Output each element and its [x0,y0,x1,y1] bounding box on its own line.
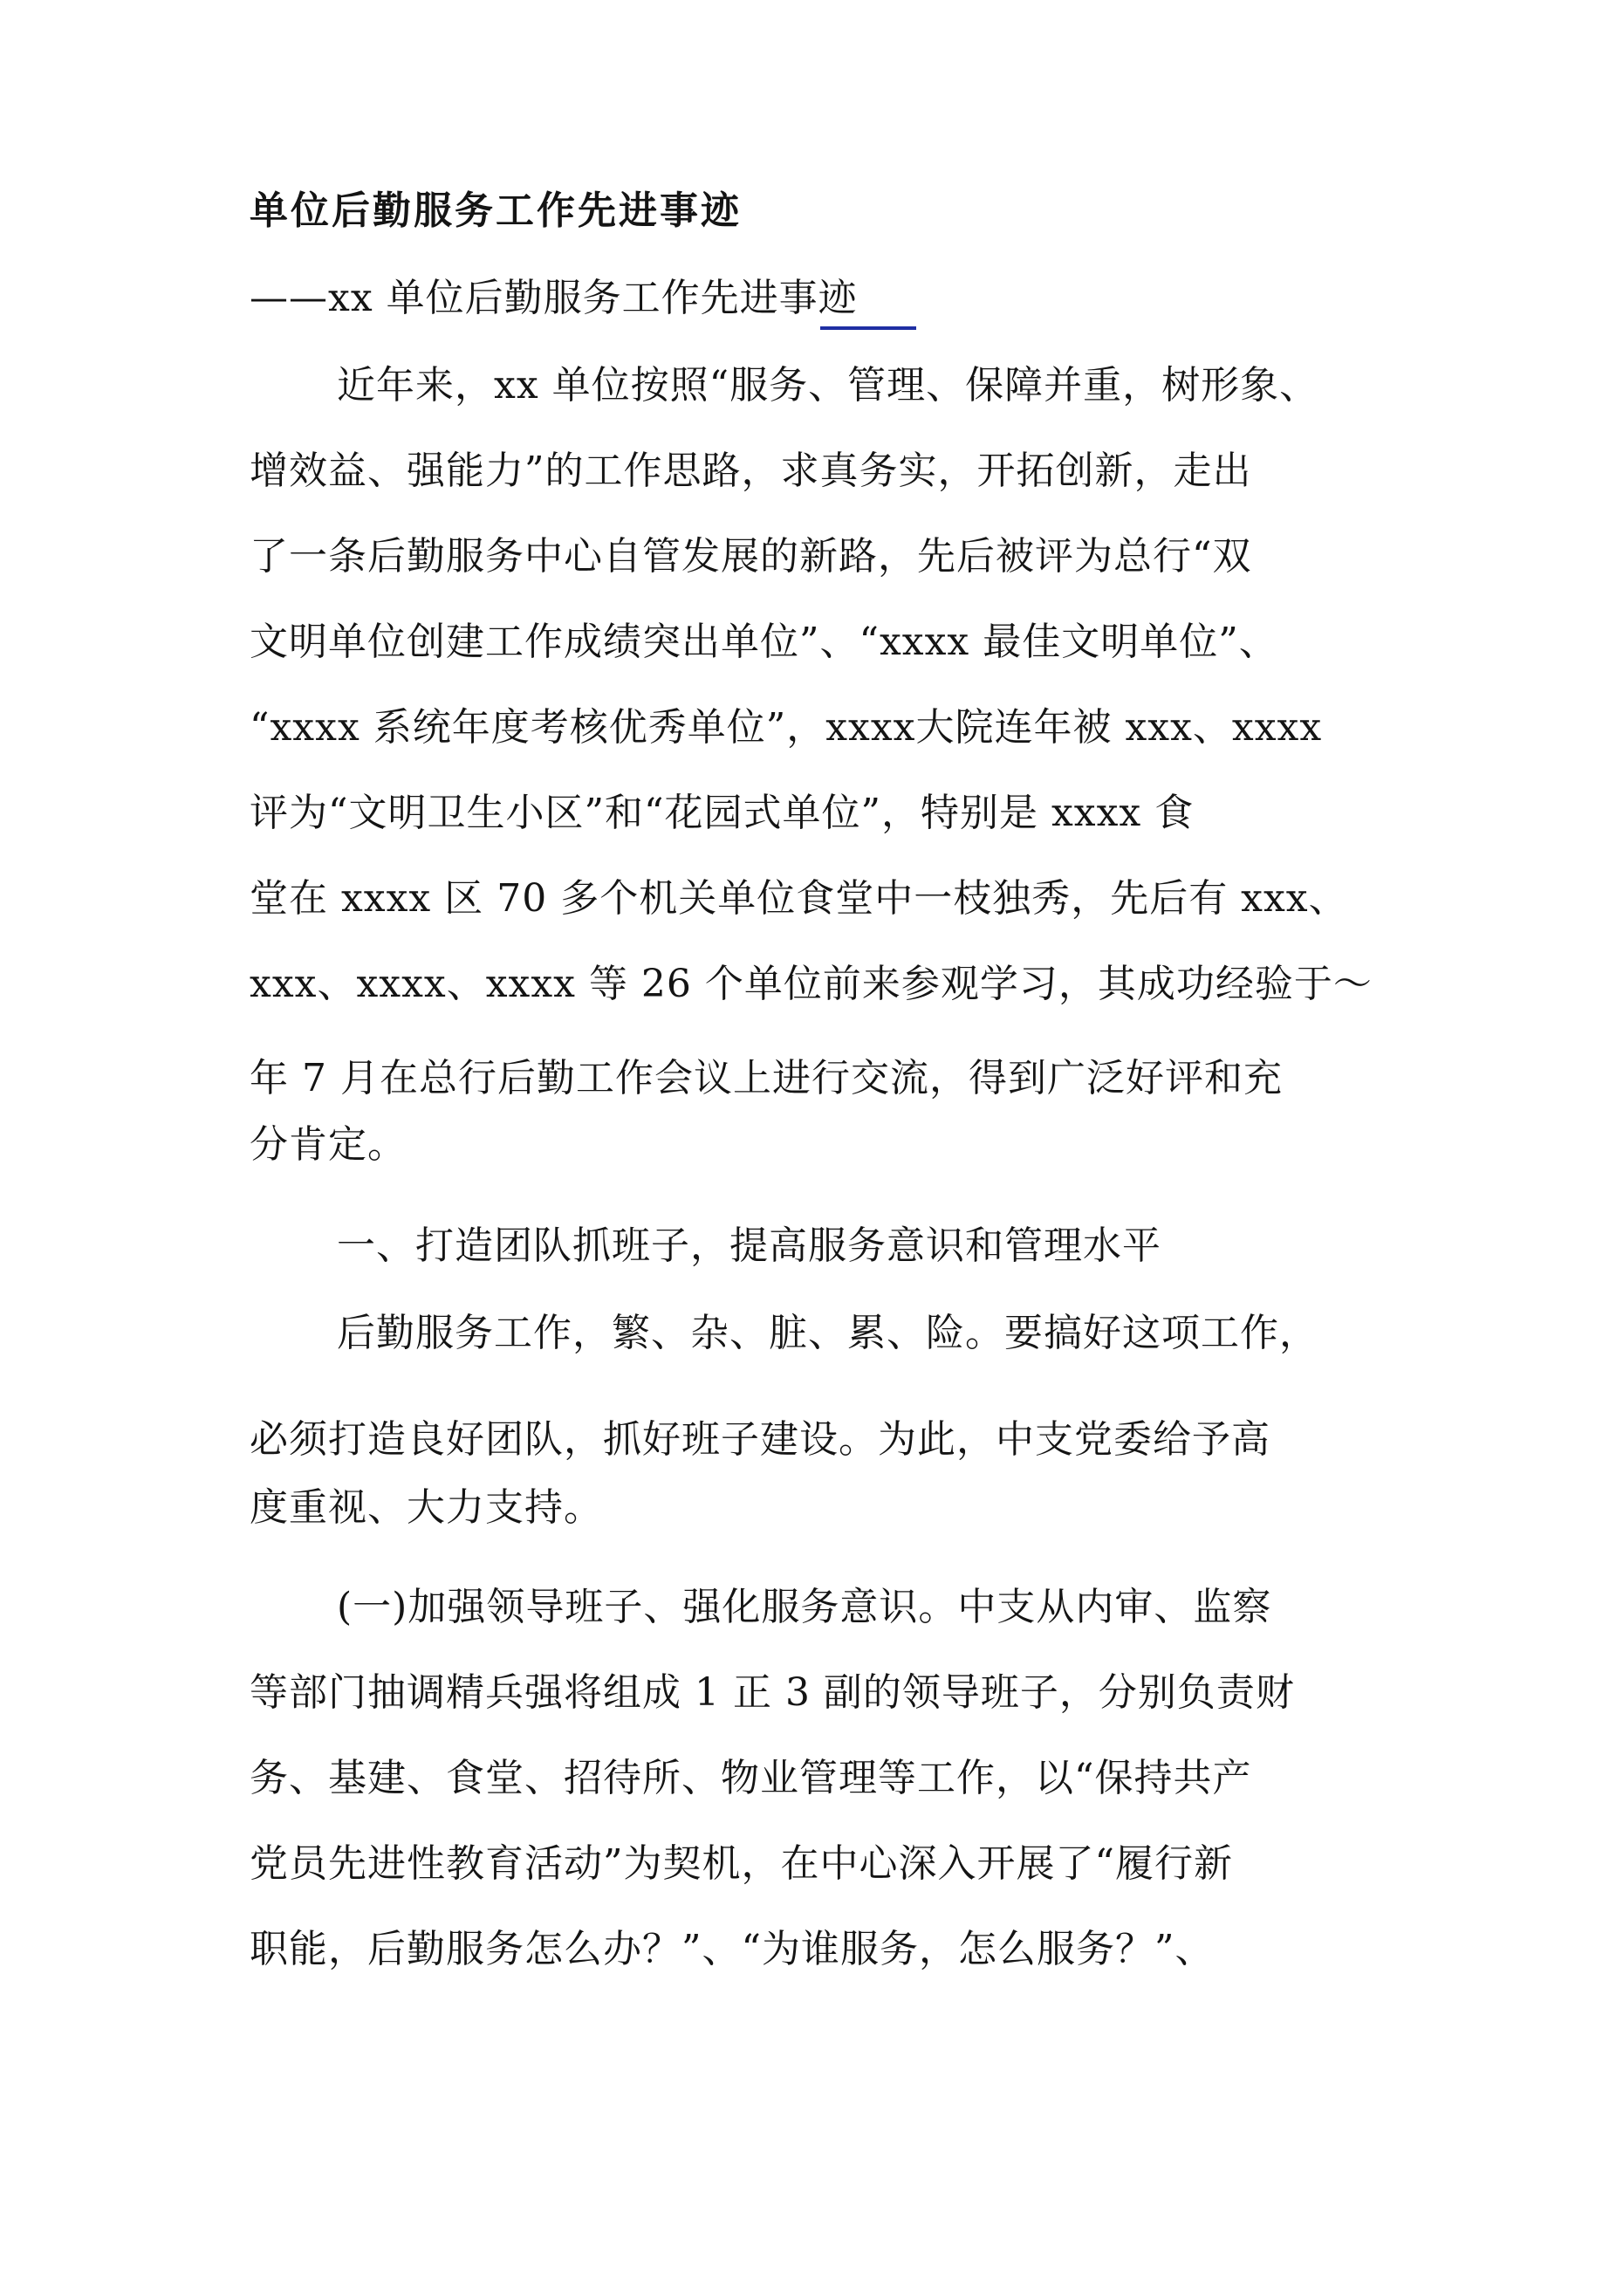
document-title: 单位后勤服务工作先进事迹 [250,188,742,233]
body-line-14: (一)加强领导班子、强化服务意识。中支从内审、监察 [337,1585,1272,1629]
body-line-1: 近年来，xx 单位按照“服务、管理、保障并重，树形象、 [337,363,1319,408]
body-line-10: 分肯定。 [250,1122,407,1167]
document-subtitle: ——xx 单位后勤服务工作先进事迹 [250,276,858,320]
body-line-11: 后勤服务工作，繁、杂、脏、累、险。要搞好这项工作， [337,1311,1318,1355]
body-line-2: 增效益、强能力”的工作思路，求真务实，开拓创新，走出 [250,449,1252,493]
section-heading-1: 一、打造团队抓班子，提高服务意识和管理水平 [337,1223,1161,1268]
spellcheck-underline [820,326,916,330]
body-line-16: 务、基建、食堂、招待所、物业管理等工作，以“保持共产 [250,1756,1252,1800]
body-line-15: 等部门抽调精兵强将组成 1 正 3 副的领导班子，分别负责财 [250,1670,1295,1715]
body-line-8: xxx、xxxx、xxxx 等 26 个单位前来参观学习，其成功经验于～ [250,962,1373,1006]
body-line-12: 必须打造良好团队，抓好班子建设。为此，中支党委给予高 [250,1417,1270,1462]
body-line-4: 文明单位创建工作成绩突出单位”、“xxxx 最佳文明单位”、 [250,620,1278,664]
body-line-17: 党员先进性教育活动”为契机，在中心深入开展了“履行新 [250,1841,1233,1886]
body-line-9: 年 7 月在总行后勤工作会议上进行交流，得到广泛好评和充 [250,1056,1283,1100]
body-line-6: 评为“文明卫生小区”和“花园式单位”，特别是 xxxx 食 [250,791,1195,835]
body-line-5: “xxxx 系统年度考核优秀单位”，xxxx大院连年被 xxx、xxxx [250,705,1323,750]
body-line-18: 职能，后勤服务怎么办？”、“为谁服务，怎么服务？”、 [250,1927,1215,1971]
body-line-7: 堂在 xxxx 区 70 多个机关单位食堂中一枝独秀，先后有 xxx、 [250,876,1348,921]
body-line-13: 度重视、大力支持。 [250,1485,603,1530]
body-line-3: 了一条后勤服务中心自管发展的新路，先后被评为总行“双 [250,534,1252,579]
